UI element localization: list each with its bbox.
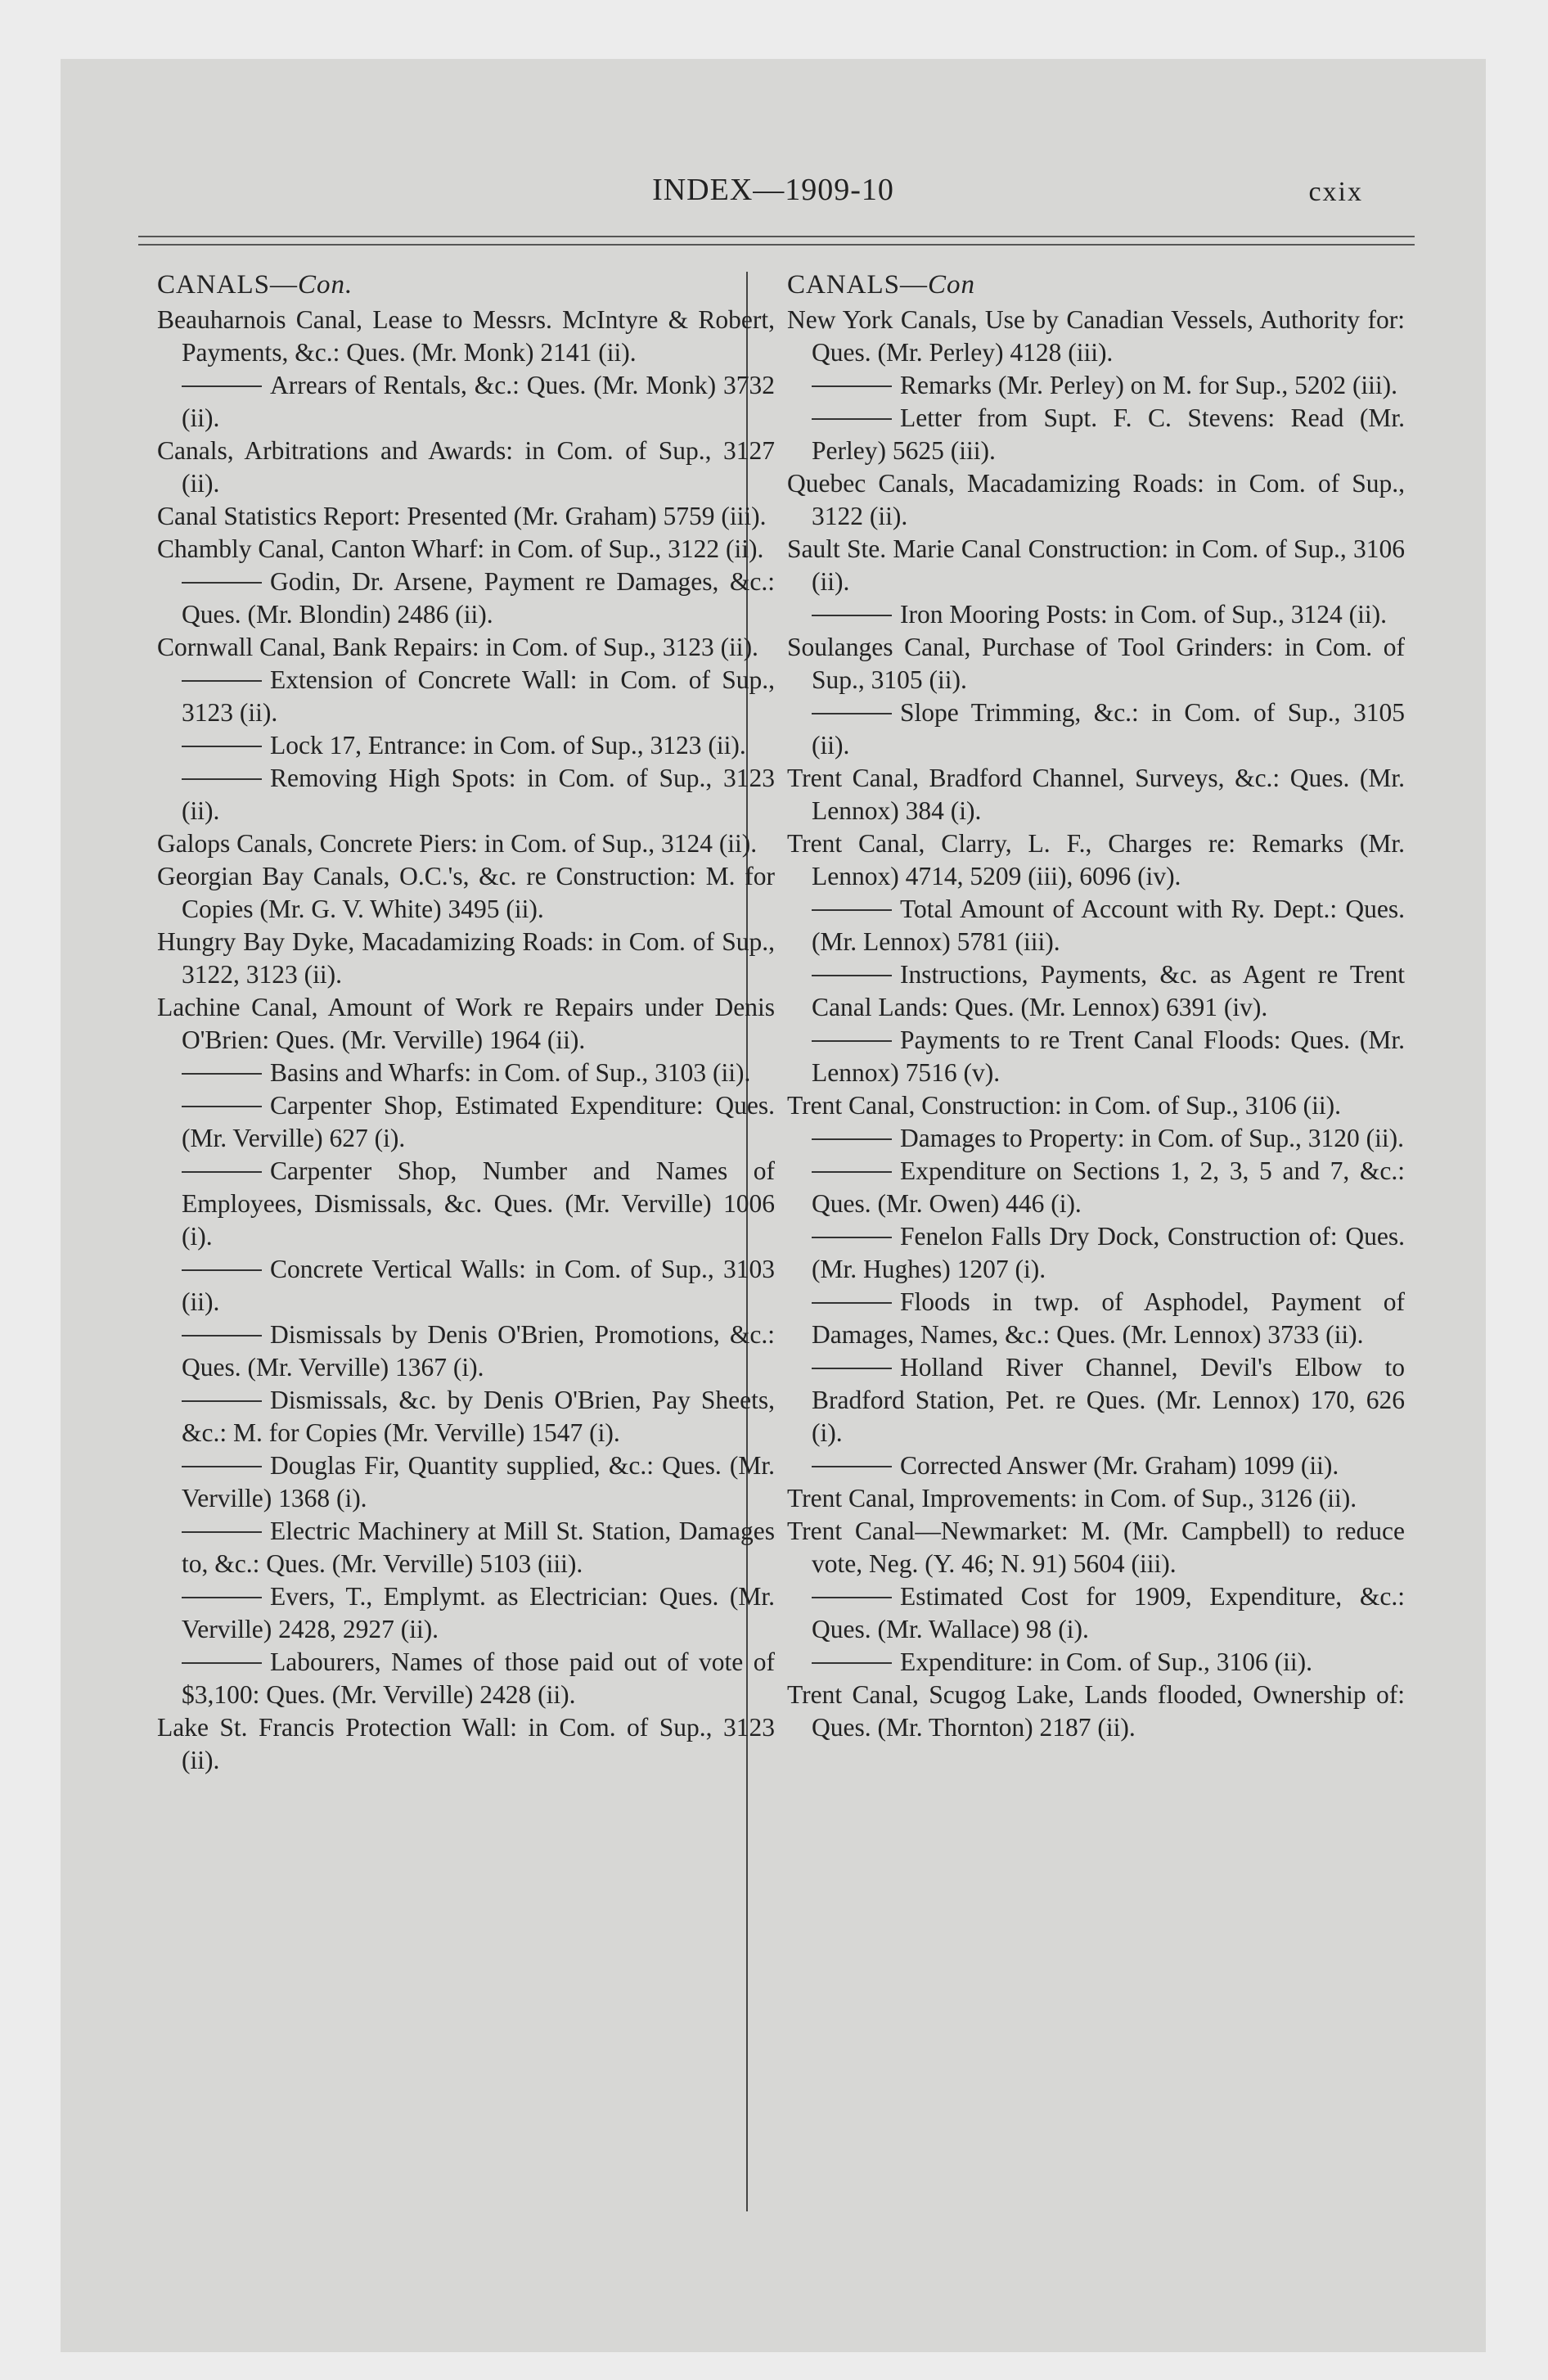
ditto-dash: [812, 385, 892, 387]
index-subentry: [157, 1253, 775, 1318]
left-column: [157, 270, 775, 1777]
heading-suffix: Con: [928, 270, 976, 300]
index-subentry: [157, 369, 775, 435]
entry-text: Quebec Canals, Macadamizing Roads: in Com. of Sup., 3122 (ii).: [787, 469, 1405, 530]
ditto-dash: [812, 1662, 892, 1664]
entry-text: Labourers, Names of those paid out of vote of $3,100: Ques. (Mr. Verville) 2428 (ii).: [182, 1648, 775, 1709]
ditto-dash: [182, 1171, 262, 1173]
index-subentry: [787, 1286, 1405, 1351]
ditto-dash: [182, 1106, 262, 1107]
ditto-dash: [812, 1171, 892, 1173]
entry-text: Payments to re Trent Canal Floods: Ques. (Mr. Lennox) 7516 (v).: [812, 1025, 1405, 1087]
entry-text: Carpenter Shop, Number and Names of Employees, Dismissals, &c. Ques. (Mr. Verville) 1006 (i).: [182, 1156, 775, 1251]
entry-text: Canals, Arbitrations and Awards: in Com. of Sup., 3127 (ii).: [157, 436, 775, 498]
entry-text: Expenditure on Sections 1, 2, 3, 5 and 7, &c.: Ques. (Mr. Owen) 446 (i).: [812, 1156, 1405, 1218]
index-subentry: [787, 893, 1405, 958]
ditto-dash: [812, 1237, 892, 1238]
index-subentry: [787, 1449, 1405, 1482]
page-title: INDEX—1909-10: [652, 173, 894, 207]
ditto-dash: [812, 1138, 892, 1140]
ditto-dash: [182, 1597, 262, 1598]
ditto-dash: [182, 778, 262, 780]
index-entry: [157, 991, 775, 1057]
index-subentry: [157, 729, 775, 762]
ditto-dash: [182, 746, 262, 747]
index-subentry: [157, 1449, 775, 1515]
index-subentry: [787, 1646, 1405, 1679]
ditto-dash: [182, 582, 262, 584]
right-entry-list: [787, 304, 1405, 1744]
entry-text: Hungry Bay Dyke, Macadamizing Roads: in Com. of Sup., 3122, 3123 (ii).: [157, 927, 775, 989]
index-subentry: [787, 402, 1405, 467]
index-subentry: [787, 1024, 1405, 1089]
index-subentry: [157, 1580, 775, 1646]
entry-text: Damages to Property: in Com. of Sup., 3120 (ii).: [900, 1124, 1404, 1152]
index-subentry: [157, 1384, 775, 1449]
entry-text: Trent Canal, Improvements: in Com. of Sup., 3126 (ii).: [787, 1484, 1357, 1512]
entry-text: Trent Canal, Clarry, L. F., Charges re: Remarks (Mr. Lennox) 4714, 5209 (iii), 6096 (iv).: [787, 829, 1405, 890]
ditto-dash: [812, 1368, 892, 1369]
page-header: [61, 172, 1486, 221]
index-subentry: [787, 1220, 1405, 1286]
ditto-dash: [812, 1597, 892, 1598]
index-subentry: [157, 1318, 775, 1384]
entry-text: Trent Canal, Bradford Channel, Surveys, &c.: Ques. (Mr. Lennox) 384 (i).: [787, 764, 1405, 825]
entry-text: Dismissals, &c. by Denis O'Brien, Pay Sheets, &c.: M. for Copies (Mr. Verville) 1547 (i).: [182, 1386, 775, 1447]
index-entry: [157, 1711, 775, 1777]
index-subentry: [787, 369, 1405, 402]
right-column: [787, 270, 1405, 1744]
ditto-dash: [812, 615, 892, 616]
index-entry: [157, 435, 775, 500]
ditto-dash: [182, 1662, 262, 1664]
index-entry: [157, 926, 775, 991]
entry-text: Removing High Spots: in Com. of Sup., 3123 (ii).: [182, 764, 775, 825]
index-subentry: [787, 1155, 1405, 1220]
index-subentry: [157, 1155, 775, 1253]
entry-text: Floods in twp. of Asphodel, Payment of Damages, Names, &c.: Ques. (Mr. Lennox) 3733 (ii).: [812, 1287, 1405, 1349]
entry-text: Slope Trimming, &c.: in Com. of Sup., 3105 (ii).: [812, 698, 1405, 760]
ditto-dash: [182, 1466, 262, 1467]
page-number: cxix: [1308, 177, 1363, 207]
index-subentry: [787, 1351, 1405, 1449]
index-entry: [787, 1679, 1405, 1744]
index-subentry: [157, 1089, 775, 1155]
ditto-dash: [182, 1269, 262, 1271]
left-entry-list: [157, 304, 775, 1777]
index-entry: [787, 304, 1405, 369]
index-entry: [787, 827, 1405, 893]
entry-text: Electric Machinery at Mill St. Station, Damages to, &c.: Ques. (Mr. Verville) 5103 (iii).: [182, 1517, 775, 1578]
entry-text: Total Amount of Account with Ry. Dept.: Ques. (Mr. Lennox) 5781 (iii).: [812, 895, 1405, 956]
index-subentry: [157, 762, 775, 827]
ditto-dash: [812, 418, 892, 420]
heading-suffix: Con.: [298, 270, 353, 300]
entry-text: Letter from Supt. F. C. Stevens: Read (Mr. Perley) 5625 (iii).: [812, 403, 1405, 465]
heading-text: CANALS—: [157, 270, 299, 300]
index-entry: [787, 533, 1405, 598]
index-entry: [787, 1482, 1405, 1515]
index-entry: [157, 631, 775, 664]
index-entry: [787, 467, 1405, 533]
ditto-dash: [182, 1073, 262, 1075]
index-subentry: [157, 566, 775, 631]
entry-text: Concrete Vertical Walls: in Com. of Sup., 3103 (ii).: [182, 1255, 775, 1316]
ditto-dash: [812, 909, 892, 911]
index-entry: [787, 631, 1405, 696]
entry-text: Basins and Wharfs: in Com. of Sup., 3103 (ii).: [270, 1058, 751, 1087]
entry-text: Cornwall Canal, Bank Repairs: in Com. of Sup., 3123 (ii).: [157, 633, 758, 661]
ditto-dash: [182, 1335, 262, 1336]
entry-text: Sault Ste. Marie Canal Construction: in Com. of Sup., 3106 (ii).: [787, 534, 1405, 596]
entry-text: Extension of Concrete Wall: in Com. of Sup., 3123 (ii).: [182, 665, 775, 727]
index-entry: [157, 304, 775, 369]
entry-text: New York Canals, Use by Canadian Vessels, Authority for: Ques. (Mr. Perley) 4128 (iii).: [787, 305, 1405, 367]
entry-text: Galops Canals, Concrete Piers: in Com. of Sup., 3124 (ii).: [157, 829, 758, 858]
index-subentry: [787, 958, 1405, 1024]
entry-text: Fenelon Falls Dry Dock, Construction of: Ques. (Mr. Hughes) 1207 (i).: [812, 1222, 1405, 1283]
entry-text: Douglas Fir, Quantity supplied, &c.: Ques. (Mr. Verville) 1368 (i).: [182, 1451, 775, 1512]
left-column-heading: [157, 270, 775, 300]
index-entry: [157, 500, 775, 533]
index-entry: [787, 1089, 1405, 1122]
ditto-dash: [812, 1466, 892, 1467]
ditto-dash: [812, 1302, 892, 1304]
header-rule-top: [138, 236, 1415, 237]
entry-text: Lachine Canal, Amount of Work re Repairs under Denis O'Brien: Ques. (Mr. Verville) 1964 (ii).: [157, 993, 775, 1054]
right-column-heading: [787, 270, 1405, 300]
entry-text: Georgian Bay Canals, O.C.'s, &c. re Construction: M. for Copies (Mr. G. V. White) 3495 (ii).: [157, 862, 775, 923]
index-entry: [157, 533, 775, 566]
index-subentry: [787, 696, 1405, 762]
entry-text: Trent Canal, Construction: in Com. of Sup., 3106 (ii).: [787, 1091, 1341, 1120]
entry-text: Estimated Cost for 1909, Expenditure, &c.: Ques. (Mr. Wallace) 98 (i).: [812, 1582, 1405, 1643]
ditto-dash: [812, 713, 892, 714]
entry-text: Instructions, Payments, &c. as Agent re Trent Canal Lands: Ques. (Mr. Lennox) 6391 (iv).: [812, 960, 1405, 1021]
entry-text: Remarks (Mr. Perley) on M. for Sup., 5202 (iii).: [900, 371, 1398, 399]
index-entry: [157, 860, 775, 926]
index-subentry: [157, 664, 775, 729]
ditto-dash: [182, 1400, 262, 1402]
index-entry: [787, 1515, 1405, 1580]
ditto-dash: [812, 975, 892, 976]
index-subentry: [157, 1646, 775, 1711]
entry-text: Corrected Answer (Mr. Graham) 1099 (ii).: [900, 1451, 1339, 1480]
entry-text: Evers, T., Emplymt. as Electrician: Ques. (Mr. Verville) 2428, 2927 (ii).: [182, 1582, 775, 1643]
entry-text: Beauharnois Canal, Lease to Messrs. McIntyre & Robert, Payments, &c.: Ques. (Mr. Monk) 2141 (ii).: [157, 305, 775, 367]
index-subentry: [157, 1515, 775, 1580]
index-subentry: [787, 1122, 1405, 1155]
index-subentry: [157, 1057, 775, 1089]
index-subentry: [787, 1580, 1405, 1646]
entry-text: Chambly Canal, Canton Wharf: in Com. of Sup., 3122 (ii).: [157, 534, 764, 563]
index-subentry: [787, 598, 1405, 631]
entry-text: Iron Mooring Posts: in Com. of Sup., 3124 (ii).: [900, 600, 1388, 629]
heading-text: CANALS—: [787, 270, 929, 300]
ditto-dash: [182, 680, 262, 682]
entry-text: Godin, Dr. Arsene, Payment re Damages, &c.: Ques. (Mr. Blondin) 2486 (ii).: [182, 567, 775, 629]
header-rule-bottom: [138, 244, 1415, 246]
entry-text: Canal Statistics Report: Presented (Mr. Graham) 5759 (iii).: [157, 502, 767, 530]
entry-text: Arrears of Rentals, &c.: Ques. (Mr. Monk) 3732 (ii).: [182, 371, 775, 432]
index-entry: [157, 827, 775, 860]
ditto-dash: [182, 1531, 262, 1533]
entry-text: Expenditure: in Com. of Sup., 3106 (ii).: [900, 1648, 1312, 1676]
ditto-dash: [182, 385, 262, 387]
entry-text: Carpenter Shop, Estimated Expenditure: Ques. (Mr. Verville) 627 (i).: [182, 1091, 775, 1152]
entry-text: Trent Canal, Scugog Lake, Lands flooded, Ownership of: Ques. (Mr. Thornton) 2187 (ii).: [787, 1680, 1405, 1742]
entry-text: Lake St. Francis Protection Wall: in Com. of Sup., 3123 (ii).: [157, 1713, 775, 1774]
entry-text: Holland River Channel, Devil's Elbow to Bradford Station, Pet. re Ques. (Mr. Lennox) 170, 626 (i).: [812, 1353, 1405, 1447]
entry-text: Trent Canal—Newmarket: M. (Mr. Campbell) to reduce vote, Neg. (Y. 46; N. 91) 5604 (iii).: [787, 1517, 1405, 1578]
entry-text: Soulanges Canal, Purchase of Tool Grinders: in Com. of Sup., 3105 (ii).: [787, 633, 1405, 694]
index-page: [61, 59, 1486, 2352]
index-entry: [787, 762, 1405, 827]
entry-text: Lock 17, Entrance: in Com. of Sup., 3123 (ii).: [270, 731, 746, 760]
entry-text: Dismissals by Denis O'Brien, Promotions, &c.: Ques. (Mr. Verville) 1367 (i).: [182, 1320, 775, 1382]
ditto-dash: [812, 1040, 892, 1042]
